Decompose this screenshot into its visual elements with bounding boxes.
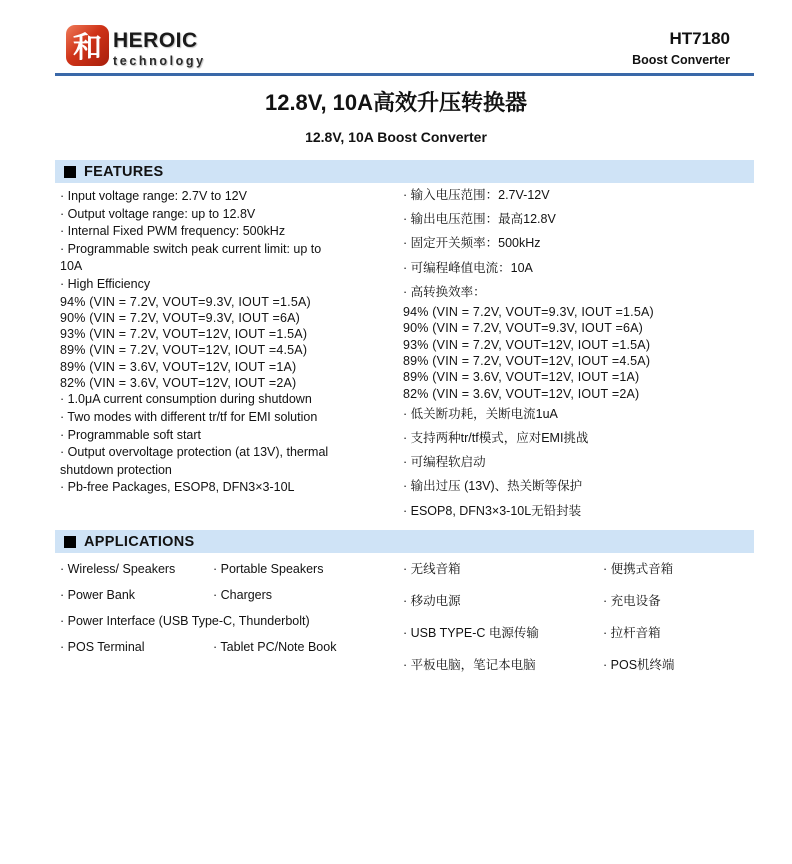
feature-line: · ESOP8, DFN3×3-10L无铅封装 bbox=[403, 503, 582, 518]
application-item: · 拉杆音箱 bbox=[603, 626, 661, 640]
feature-line: · Programmable switch peak current limit: up to bbox=[60, 241, 322, 256]
application-row bbox=[60, 608, 405, 634]
feature-line: · Internal Fixed PWM frequency: 500kHz bbox=[60, 224, 286, 239]
application-item: · 无线音箱 bbox=[403, 562, 461, 576]
application-item: · POS机终端 bbox=[603, 658, 675, 672]
section-marker-icon bbox=[64, 166, 76, 178]
application-row bbox=[403, 585, 763, 617]
feature-line: · 低关断功耗，关断电流1uA bbox=[403, 406, 558, 421]
efficiency-line: 89% (VIN = 3.6V, VOUT=12V, IOUT =1A) bbox=[60, 359, 297, 374]
brand-block bbox=[113, 29, 206, 68]
feature-line: · Programmable soft start bbox=[60, 427, 202, 442]
application-row bbox=[60, 556, 405, 582]
feature-line: · 高转换效率： bbox=[403, 284, 486, 299]
feature-line: · Output voltage range: up to 12.8V bbox=[60, 206, 256, 221]
feature-line: · Output overvoltage protection (at 13V), thermal bbox=[60, 445, 329, 460]
application-item: · Portable Speakers bbox=[213, 562, 324, 576]
efficiency-line: 94% (VIN = 7.2V, VOUT=9.3V, IOUT =1.5A) bbox=[60, 294, 311, 309]
feature-line: shutdown protection bbox=[60, 462, 172, 477]
application-item: · Wireless/ Speakers bbox=[60, 562, 176, 576]
feature-line: · 支持两种tr/tf模式，应对EMI挑战 bbox=[403, 431, 589, 445]
application-item: · Chargers bbox=[213, 588, 273, 602]
application-item: · 便携式音箱 bbox=[603, 562, 674, 576]
feature-line: · Two modes with different tr/tf for EMI solution bbox=[60, 409, 318, 424]
feature-line: · 可编程峰值电流：10A bbox=[403, 260, 533, 275]
brand-subtitle: technology bbox=[113, 54, 206, 68]
feature-line: · Pb-free Packages, ESOP8, DFN3×3-10L bbox=[60, 480, 295, 495]
application-item: · Power Interface (USB Type-C, Thunderbolt) bbox=[60, 614, 310, 628]
application-item: · 充电设备 bbox=[603, 594, 661, 608]
feature-line: · 1.0μA current consumption during shutdown bbox=[60, 392, 312, 407]
page-title: 12.8V, 10A高效升压转换器 bbox=[264, 90, 528, 115]
application-item: · 移动电源 bbox=[403, 594, 461, 608]
efficiency-line: 89% (VIN = 3.6V, VOUT=12V, IOUT =1A) bbox=[403, 370, 640, 385]
efficiency-line: 93% (VIN = 7.2V, VOUT=12V, IOUT =1.5A) bbox=[403, 337, 651, 352]
features-column-chinese bbox=[403, 183, 758, 523]
applications-section-header bbox=[55, 530, 754, 553]
efficiency-line: 89% (VIN = 7.2V, VOUT=12V, IOUT =4.5A) bbox=[403, 353, 651, 368]
feature-line: 10A bbox=[60, 259, 83, 274]
features-heading: FEATURES bbox=[84, 163, 164, 180]
application-row bbox=[60, 634, 405, 660]
page-subtitle: 12.8V, 10A Boost Converter bbox=[305, 129, 487, 145]
application-item: · USB TYPE-C 电源传输 bbox=[403, 626, 539, 640]
applications-column-chinese bbox=[403, 553, 763, 681]
application-row bbox=[60, 582, 405, 608]
feature-line: · 输入电压范围：2.7V-12V bbox=[403, 188, 550, 202]
efficiency-line: 94% (VIN = 7.2V, VOUT=9.3V, IOUT =1.5A) bbox=[403, 305, 654, 320]
section-marker-icon bbox=[64, 536, 76, 548]
application-item: · POS Terminal bbox=[60, 640, 145, 654]
application-item: · 平板电脑，笔记本电脑 bbox=[403, 658, 536, 672]
feature-line: · Input voltage range: 2.7V to 12V bbox=[60, 189, 247, 203]
feature-line: · High Efficiency bbox=[60, 276, 151, 291]
features-column-english bbox=[60, 188, 405, 497]
part-type: Boost Converter bbox=[632, 53, 730, 67]
feature-line: · 可编程软启动 bbox=[403, 455, 486, 470]
efficiency-line: 89% (VIN = 7.2V, VOUT=12V, IOUT =4.5A) bbox=[60, 343, 308, 358]
application-item: · Power Bank bbox=[60, 588, 136, 602]
part-header bbox=[632, 29, 730, 67]
efficiency-line: 82% (VIN = 3.6V, VOUT=12V, IOUT =2A) bbox=[403, 386, 640, 401]
feature-line: · 输出过压 (13V)、热关断等保护 bbox=[403, 479, 583, 494]
application-row bbox=[403, 553, 763, 585]
efficiency-line: 90% (VIN = 7.2V, VOUT=9.3V, IOUT =6A) bbox=[403, 321, 644, 336]
efficiency-line: 93% (VIN = 7.2V, VOUT=12V, IOUT =1.5A) bbox=[60, 327, 308, 342]
features-section-header bbox=[55, 160, 754, 183]
feature-line: · 输出电压范围：最高12.8V bbox=[403, 212, 556, 227]
applications-heading: APPLICATIONS bbox=[84, 533, 195, 550]
applications-column-english bbox=[60, 556, 405, 660]
feature-line: · 固定开关频率：500kHz bbox=[403, 236, 541, 251]
application-row bbox=[403, 649, 763, 681]
application-row bbox=[403, 617, 763, 649]
application-item: · Tablet PC/Note Book bbox=[213, 640, 337, 654]
brand-name: HEROIC bbox=[113, 29, 198, 52]
brand-seal-icon: 和 bbox=[66, 25, 109, 66]
part-number: HT7180 bbox=[669, 29, 730, 48]
efficiency-line: 90% (VIN = 7.2V, VOUT=9.3V, IOUT =6A) bbox=[60, 310, 301, 325]
efficiency-line: 82% (VIN = 3.6V, VOUT=12V, IOUT =2A) bbox=[60, 376, 297, 391]
header-divider bbox=[55, 73, 754, 76]
